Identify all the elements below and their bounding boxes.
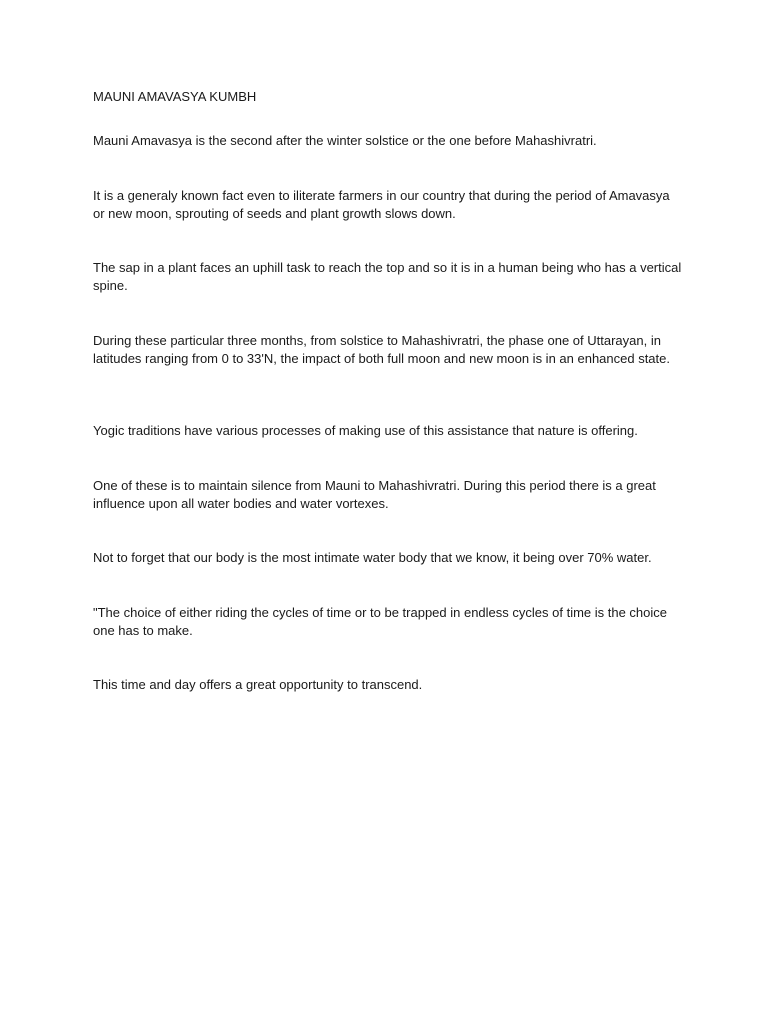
paragraph: It is a generaly known fact even to iliterate farmers in our country that during the period of Amavasya or new moon, sprouting of seeds and plant growth slows down. xyxy=(93,188,670,221)
paragraph: This time and day offers a great opportunity to transcend. xyxy=(93,677,423,692)
paragraph: One of these is to maintain silence from Mauni to Mahashivratri. During this period there is a great influence upon all water bodies and water vortexes. xyxy=(93,478,656,511)
paragraph: During these particular three months, from solstice to Mahashivratri, the phase one of Uttarayan, in latitudes ranging from 0 to 33'N, the impact of both full moon and new moon is in an enhanced state. xyxy=(93,333,670,366)
document-title: MAUNI AMAVASYA KUMBH xyxy=(93,89,257,104)
paragraph: Yogic traditions have various processes of making use of this assistance that nature is offering. xyxy=(93,423,638,438)
paragraph: "The choice of either riding the cycles of time or to be trapped in endless cycles of time is the choice one has to make. xyxy=(93,605,668,638)
paragraph: Not to forget that our body is the most intimate water body that we know, it being over 70% water. xyxy=(93,550,652,565)
paragraph: Mauni Amavasya is the second after the winter solstice or the one before Mahashivratri. xyxy=(93,133,597,148)
paragraph: The sap in a plant faces an uphill task to reach the top and so it is in a human being who has a vertical spine. xyxy=(93,260,682,293)
